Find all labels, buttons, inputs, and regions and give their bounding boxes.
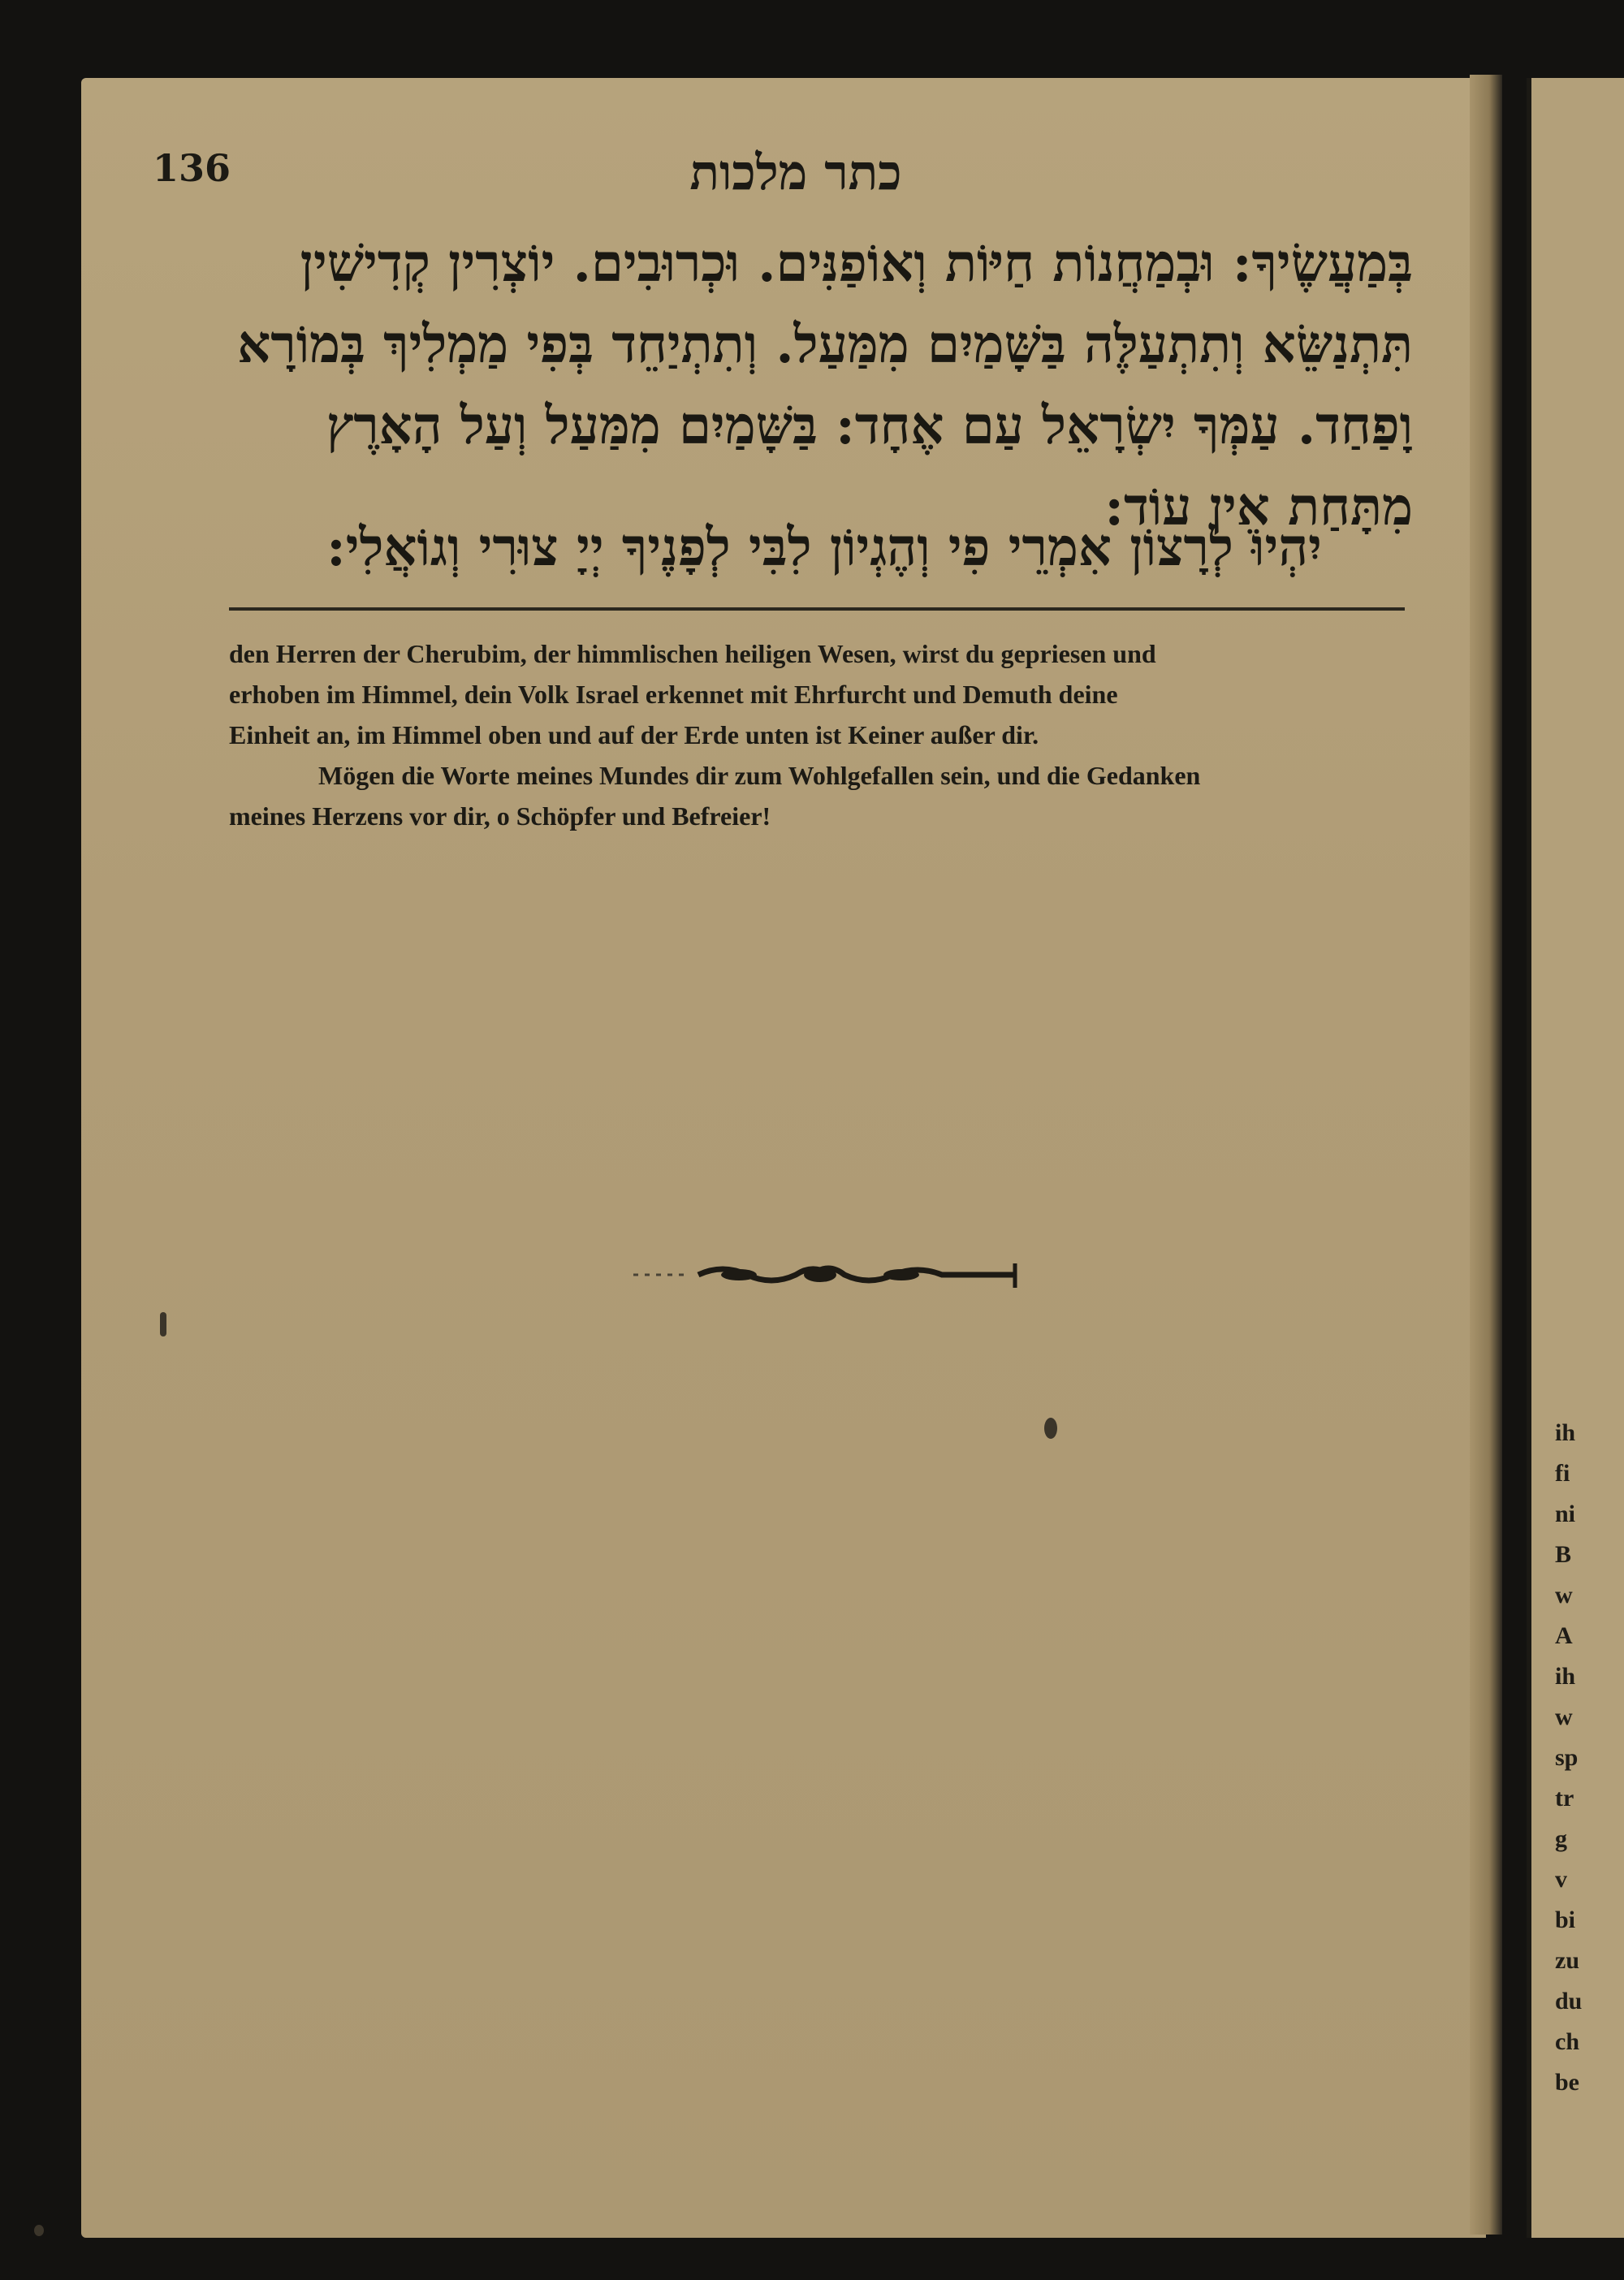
divider-rule [229, 607, 1405, 611]
facing-line: be [1555, 2069, 1579, 2096]
facing-line: tr [1555, 1785, 1574, 1811]
facing-line: fi [1555, 1460, 1570, 1487]
hebrew-body [227, 223, 1413, 548]
german-translation [229, 633, 1405, 836]
german-line: meines Herzens vor dir, o Schöpfer und Befreier! [229, 801, 771, 831]
running-title [0, 145, 1624, 201]
german-line: Einheit an, im Himmel oben und auf der Erde unten ist Keiner außer dir. [229, 720, 1039, 749]
running-title-text: כתר מלכות [689, 145, 902, 201]
ink-spot [160, 1312, 166, 1336]
facing-line: du [1555, 1988, 1583, 2014]
facing-line: g [1555, 1825, 1567, 1852]
facing-line: ni [1555, 1501, 1576, 1527]
hebrew-line: בְּמַעֲשֶׂיךָ: וּבְמַחֲנוֹת חַיּוֹת וְאוֹפַנִּים. וּכְרוּבִים. יוֹצְרִין קְדִישִׁין [300, 233, 1413, 294]
facing-line: ch [1555, 2028, 1579, 2055]
ink-spot [34, 2225, 44, 2236]
tailpiece-ornament-icon [633, 1259, 1023, 1291]
ink-spot [1044, 1418, 1057, 1439]
facing-line: sp [1555, 1744, 1579, 1771]
facing-line: ih [1555, 1663, 1576, 1690]
facing-line: w [1555, 1704, 1573, 1730]
german-line: Mögen die Worte meines Mundes dir zum Wohlgefallen sein, und die Gedanken [318, 761, 1201, 790]
facing-page-text [1555, 1413, 1620, 2103]
page-edge [1470, 75, 1502, 2235]
german-line: den Herren der Cherubim, der himmlischen heiligen Wesen, wirst du gepriesen und [229, 639, 1156, 668]
facing-line: zu [1555, 1947, 1579, 1974]
hebrew-line: מִתָּחַת אֵין עוֹד: [1104, 477, 1413, 538]
german-line: erhoben im Himmel, dein Volk Israel erkennet mit Ehrfurcht und Demuth deine [229, 680, 1118, 709]
hebrew-line: וָפַחַד. עַמְּךָ יִשְׂרָאֵל עַם אֶחָד: בַּשָּׁמַיִם מִמַּעַל וְעַל הָאָרֶץ [326, 395, 1413, 456]
facing-line: w [1555, 1582, 1573, 1609]
page-number: 136 [153, 146, 231, 190]
facing-line: B [1555, 1541, 1572, 1568]
hebrew-closing-verse: יִהְיוּ לְרָצוֹן אִמְרֵי פִי וְהֶגְיוֹן לִבִּי לְפָנֶיךָ יְיָ צוּרִי וְגוֹאֲלִי: [326, 517, 1322, 578]
hebrew-line: תִּתְנַשֵּׂא וְתִתְעַלֶּה בַּשָּׁמַיִם מִמַּעַל. וְתִתְיַחֵד בְּפִי מַמְלִיךְ בְּמוֹרָא [237, 314, 1413, 375]
facing-line: bi [1555, 1906, 1576, 1933]
facing-line: ih [1555, 1419, 1576, 1446]
facing-line: v [1555, 1866, 1567, 1893]
facing-line: A [1555, 1622, 1573, 1649]
